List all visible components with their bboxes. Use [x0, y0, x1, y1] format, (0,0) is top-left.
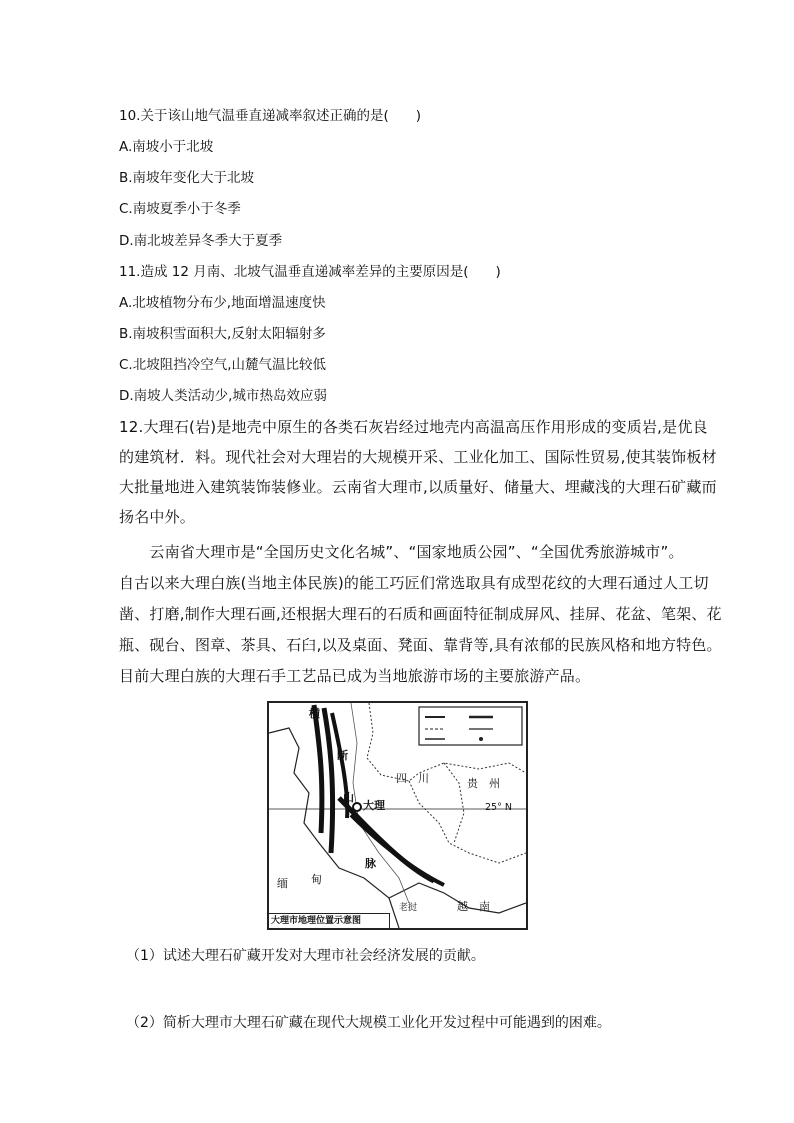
- q12-para2-line: 瓶、砚台、图章、茶具、石臼,以及桌面、凳面、靠背等,具有浓郁的民族风格和地方特色。: [119, 636, 722, 654]
- map-label-burma-2: 甸: [311, 873, 322, 886]
- q10-option-b: B.南坡年变化大于北坡: [119, 170, 255, 186]
- legend-city-symbol: [479, 737, 483, 741]
- q12-subquestion-1: （1）试述大理石矿藏开发对大理市社会经济发展的贡献。: [126, 948, 485, 964]
- q12-para2-line: 目前大理白族的大理石手工艺品已成为当地旅游市场的主要旅游产品。: [119, 667, 591, 685]
- q12-para2-line: 云南省大理市是“全国历史文化名城”、“国家地质公园”、“全国优秀旅游城市”。: [119, 543, 684, 561]
- map-drawing: [269, 703, 526, 928]
- q10-option-c: C.南坡夏季小于冬季: [119, 201, 241, 217]
- map-label-guizhou: 贵 州: [467, 777, 500, 790]
- map-label-dali: 大理: [363, 799, 385, 812]
- map-label-sichuan: 四 川: [396, 772, 429, 785]
- province-boundary: [444, 763, 464, 843]
- dali-location-map: [267, 701, 528, 930]
- q11-stem: 11.造成 12 月南、北坡气温垂直递减率差异的主要原因是( ): [119, 264, 501, 280]
- map-caption: 大理市地理位置示意图: [269, 913, 390, 928]
- q12-intro-line: 大批量地进入建筑装饰装修业。云南省大理市,以质量好、储量大、埋藏浅的大理石矿藏而: [119, 478, 717, 496]
- q10-option-d: D.南北坡差异冬季大于夏季: [119, 233, 283, 249]
- map-label-burma-1: 缅: [277, 877, 288, 890]
- dali-city-marker: [353, 803, 361, 811]
- map-label-mai: 脉: [365, 857, 376, 870]
- q12-subquestion-2: （2）简析大理市大理石矿藏在现代大规模工业化开发过程中可能遇到的困难。: [126, 1015, 611, 1031]
- q10-option-a: A.南坡小于北坡: [119, 139, 214, 155]
- q12-para2-line: 凿、打磨,制作大理石画,还根据大理石的石质和画面特征制成屏风、挂屏、花盆、笔架、花: [119, 605, 722, 623]
- q11-option-c: C.北坡阻挡冷空气,山麓气温比较低: [119, 357, 327, 373]
- q12-intro-line: 扬名中外。: [119, 508, 196, 526]
- q12-intro-line: 12.大理石(岩)是地壳中原生的各类石灰岩经过地壳内高温高压作用形成的变质岩,是优良: [119, 418, 708, 436]
- map-label-latitude: 25° N: [485, 802, 512, 813]
- mountain-range: [324, 708, 333, 853]
- mountain-range: [339, 798, 434, 881]
- q11-option-b: B.南坡积雪面积大,反射太阳辐射多: [119, 326, 326, 342]
- mountain-range: [314, 705, 322, 833]
- map-label-duan: 断: [337, 749, 348, 762]
- map-label-laos: 老挝: [399, 903, 418, 913]
- q10-stem: 10.关于该山地气温垂直递减率叙述正确的是( ): [119, 108, 422, 124]
- q11-option-d: D.南坡人类活动少,城市热岛效应弱: [119, 388, 327, 404]
- map-label-heng: 横: [309, 707, 320, 720]
- province-boundary: [409, 781, 526, 863]
- q12-intro-line: 的建筑材．料。现代社会对大理岩的大规模开采、工业化加工、国际性贸易,使其装饰板材: [119, 448, 717, 466]
- q12-para2-line: 自古以来大理白族(当地主体民族)的能工巧匠们常选取具有成型花纹的大理石通过人工切: [119, 574, 709, 592]
- q11-option-a: A.北坡植物分布少,地面增温速度快: [119, 295, 326, 311]
- map-label-shan: 山: [343, 791, 354, 804]
- map-label-vietnam: 越 南: [457, 900, 490, 913]
